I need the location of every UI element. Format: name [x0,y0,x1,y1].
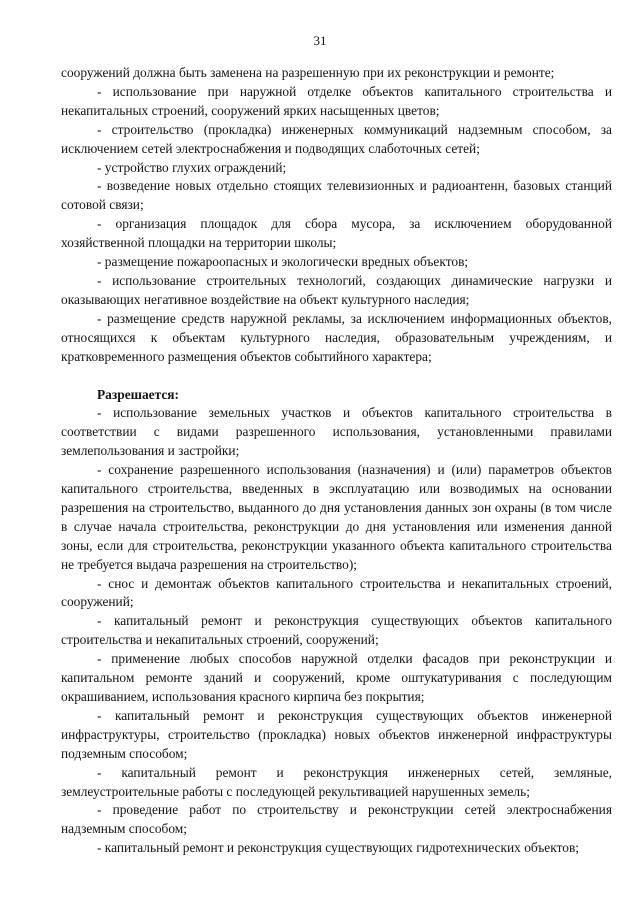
permission-item: - капитальный ремонт и реконструкция инженерных сетей, земляные, землеустроительные работы с последующей рекультивацией нарушенных земель; [61,764,612,799]
document-body [61,64,612,858]
paragraph-continuation: сооружений должна быть заменена на разрешенную при их реконструкции и ремонте; [61,65,555,80]
section-heading: Разрешается: [97,386,179,402]
prohibition-item: - строительство (прокладка) инженерных коммуникаций надземным способом, за исключением сетей электроснабжения и подводящих слаботочных сетей; [61,121,612,156]
prohibition-item: - организация площадок для сбора мусора, за исключением оборудованной хозяйственной площадки на территории школы; [61,216,612,251]
page-number: 31 [313,33,327,48]
prohibition-item: - использование строительных технологий, создающих динамические нагрузки и оказывающих негативное воздействие на объект культурного наследия; [61,272,612,307]
permission-item: - капитальный ремонт и реконструкция существующих объектов инженерной инфраструктуры, строительство (прокладка) новых объектов инженерной инфраструктуры подземным способом; [61,707,612,761]
permission-item: - проведение работ по строительству и реконструкции сетей электроснабжения надземным способом; [61,802,612,837]
permission-item: - снос и демонтаж объектов капитального строительства и некапитальных строений, сооружений; [61,575,612,610]
prohibition-item: - устройство глухих ограждений; [97,159,287,175]
prohibition-item: - использование при наружной отделке объектов капитального строительства и некапитальных строений, сооружений ярких насыщенных цветов; [61,83,612,118]
prohibition-item: - размещение пожароопасных и экологически вредных объектов; [97,254,469,270]
prohibition-item: - возведение новых отдельно стоящих телевизионных и радиоантенн, базовых станций сотовой связи; [61,178,612,213]
permission-item: - использование земельных участков и объектов капитального строительства в соответствии с видами разрешенного использования, установленными правилами землепользования и застройки; [61,405,612,459]
prohibition-item: - размещение средств наружной рекламы, за исключением информационных объектов, относящихся к объектам культурного наследия, образовательным учреждениям, и кратковременного размещения объектов событийного характера; [61,310,612,364]
permission-item: - применение любых способов наружной отделки фасадов при реконструкции и капитальном ремонте зданий и сооружений, кроме оштукатуривания с последующим окрашиванием, использования красного кирпича без покрытия; [61,651,612,704]
permission-item: - капитальный ремонт и реконструкция существующих объектов капитального строительства и некапитальных строений, сооружений; [61,613,612,648]
permission-item: - сохранение разрешенного использования (назначения) и (или) параметров объектов капитального строительства, введенных в эксплуатацию или возводимых на основании разрешения на строительство, выданного до дня установления данных зон охраны (в том числе в случае начала строительства, реконструкции до дня установления или изменения данной зоны, если для строительства, реконструкции указанного объекта капитального строительства не требуется выдача разрешения на строительство); [61,462,612,572]
permission-item: - капитальный ремонт и реконструкция существующих гидротехнических объектов; [97,840,579,856]
